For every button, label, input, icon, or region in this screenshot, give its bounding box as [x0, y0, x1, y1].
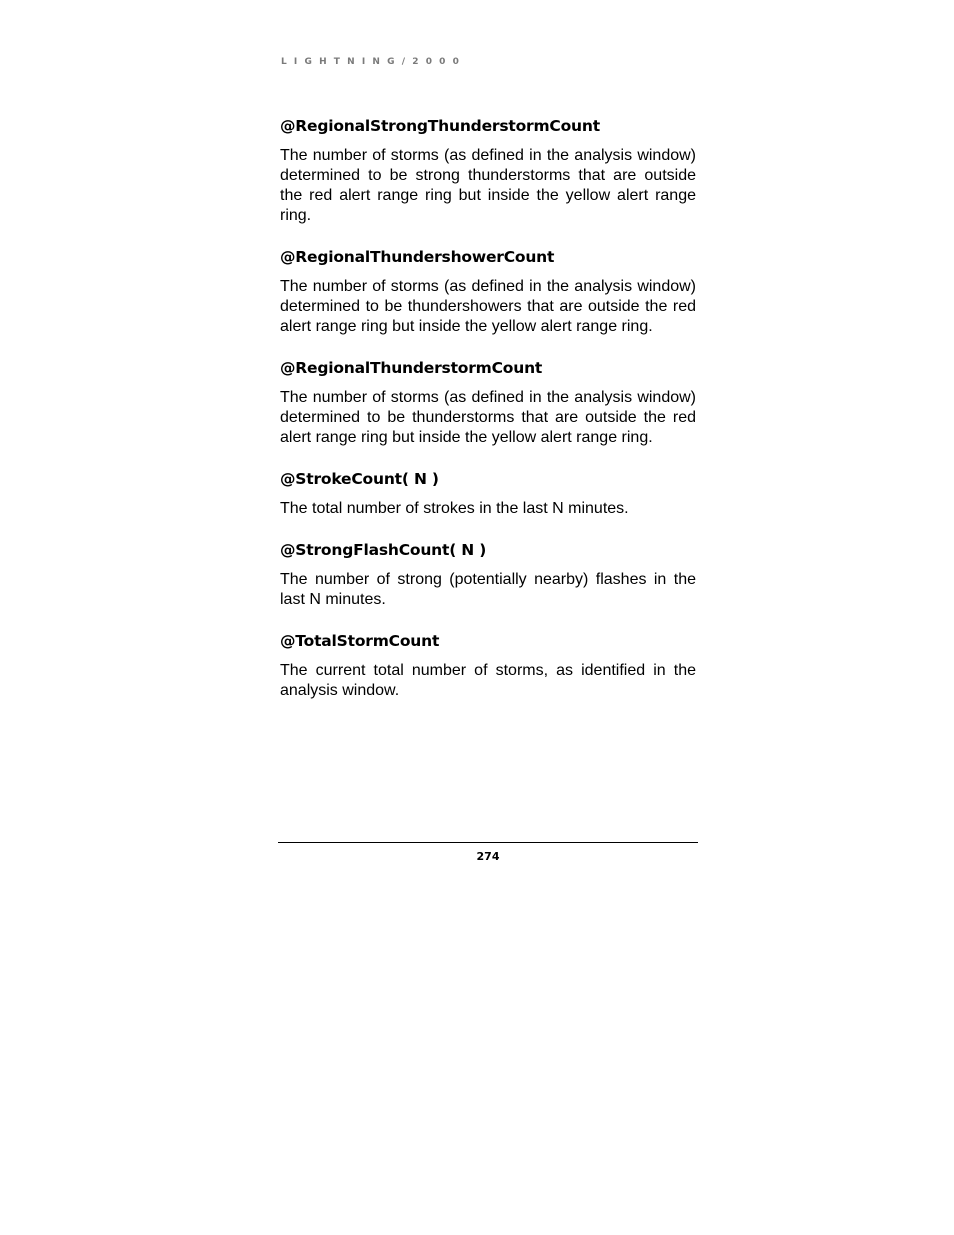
- entry-description: The current total number of storms, as identified in the analysis window.: [280, 662, 696, 699]
- page-number: 274: [476, 850, 500, 863]
- glossary-section: [280, 116, 696, 722]
- entry-term: @RegionalThundershowerCount: [280, 248, 555, 266]
- glossary-entry: [280, 247, 696, 337]
- entry-description: The number of storms (as defined in the analysis window) determined to be strong thunderstorms that are outside the red alert range ring but inside the yellow alert range ring.: [280, 147, 696, 224]
- footer-divider: [278, 842, 698, 843]
- glossary-entry: [280, 540, 696, 610]
- entry-term: @RegionalThunderstormCount: [280, 359, 543, 377]
- glossary-entry: [280, 116, 696, 226]
- entry-term: @RegionalStrongThunderstormCount: [280, 117, 600, 135]
- entry-description: The number of storms (as defined in the analysis window) determined to be thundershowers that are outside the red alert range ring but inside the yellow alert range ring.: [280, 278, 696, 335]
- glossary-entry: [280, 631, 696, 701]
- entry-term: @StrongFlashCount( N ): [280, 541, 487, 559]
- entry-description: The number of storms (as defined in the analysis window) determined to be thunderstorms that are outside the red alert range ring but inside the yellow alert range ring.: [280, 389, 696, 446]
- running-header: LIGHTNING/2000: [281, 57, 467, 67]
- entry-term: @StrokeCount( N ): [280, 470, 439, 488]
- entry-description: The total number of strokes in the last N minutes.: [280, 500, 629, 517]
- glossary-entry: [280, 469, 696, 519]
- entry-description: The number of strong (potentially nearby) flashes in the last N minutes.: [280, 571, 696, 608]
- glossary-entry: [280, 358, 696, 448]
- entry-term: @TotalStormCount: [280, 632, 440, 650]
